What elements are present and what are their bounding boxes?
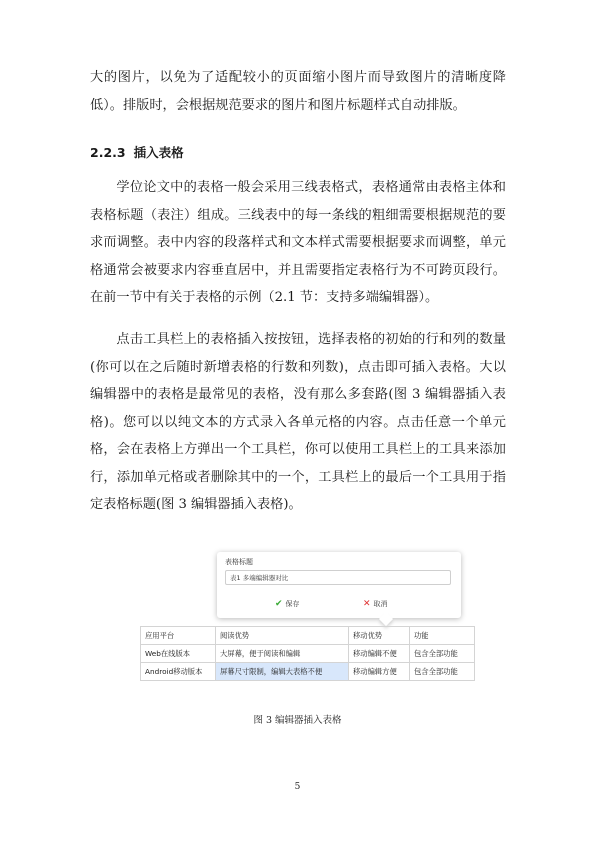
comparison-table [140, 626, 475, 681]
table-cell[interactable]: 包含全部功能 [410, 663, 475, 681]
caption-input[interactable]: 表1 多端编辑器对比 [225, 570, 451, 585]
check-icon: ✔ [275, 598, 283, 609]
table-row [141, 645, 475, 663]
table-row [141, 627, 475, 645]
table-cell[interactable]: 移动编辑方便 [349, 663, 410, 681]
table-row [141, 663, 475, 681]
close-icon: ✕ [363, 598, 371, 609]
figure-caption: 图 3 编辑器插入表格 [253, 715, 342, 726]
table-caption-popup [217, 552, 461, 618]
save-button[interactable] [275, 599, 300, 609]
section-heading [90, 139, 184, 166]
table-cell[interactable]: 应用平台 [141, 627, 216, 645]
cancel-button[interactable] [363, 599, 388, 609]
paragraph-three-line-table: 学位论文中的表格一般会采用三线表格式，表格通常由表格主体和表格标题（表注）组成。三线表中的每一条线的粗细需要根据规范的要求而调整。表中内容的段落样式和文本样式需要根据要求而调整，单元格通常会被要求内容垂直居中，并且需要指定表格行为不可跨页段行。在前一节中有关于表格的示例（2.1 节：支持多端编辑器）。 [90, 180, 506, 305]
cancel-label: 取消 [373, 600, 388, 608]
paragraph-insert-table: 点击工具栏上的表格插入按按钮，选择表格的初始的行和列的数量(你可以在之后随时新增表格的行数和列数)，点击即可插入表格。大以编辑器中的表格是最常见的表格，没有那么多套路(图 3 编辑器插入表格)。您可以以纯文本的方式录入各单元格的内容。点击任意一个单元格，会在表格上方弹出一个工具栏，你可以使用工具栏上的工具来添加行，添加单元格或者删除其中的一个，工具栏上的最后一个工具用于指定表格标题(图 3 编辑器插入表格)。 [90, 332, 506, 512]
table-cell[interactable]: Web在线版本 [141, 645, 216, 663]
popup-caret [379, 612, 393, 626]
section-number: 2.2.3 [90, 145, 126, 160]
paragraph-continued: 大的图片，以免为了适配较小的页面缩小图片而导致图片的清晰度降低）。排版时，会根据规范要求的图片和图片标题样式自动排版。 [90, 70, 506, 113]
table-cell[interactable]: 功能 [410, 627, 475, 645]
table-cell[interactable]: 移动编辑不便 [349, 645, 410, 663]
table-cell[interactable]: 移动优势 [349, 627, 410, 645]
caption-field-label: 表格标题 [225, 558, 253, 566]
table-cell-selected[interactable]: 屏幕尺寸限制，编辑大表格不便 [216, 663, 349, 681]
save-label: 保存 [285, 600, 300, 608]
page-number: 5 [294, 782, 301, 792]
table-cell[interactable]: 阅读优势 [216, 627, 349, 645]
table-cell[interactable]: 包含全部功能 [410, 645, 475, 663]
table-cell[interactable]: Android移动版本 [141, 663, 216, 681]
table-cell[interactable]: 大屏幕，便于阅读和编辑 [216, 645, 349, 663]
figure-editor-insert-table [140, 552, 475, 692]
section-title: 插入表格 [133, 145, 184, 160]
